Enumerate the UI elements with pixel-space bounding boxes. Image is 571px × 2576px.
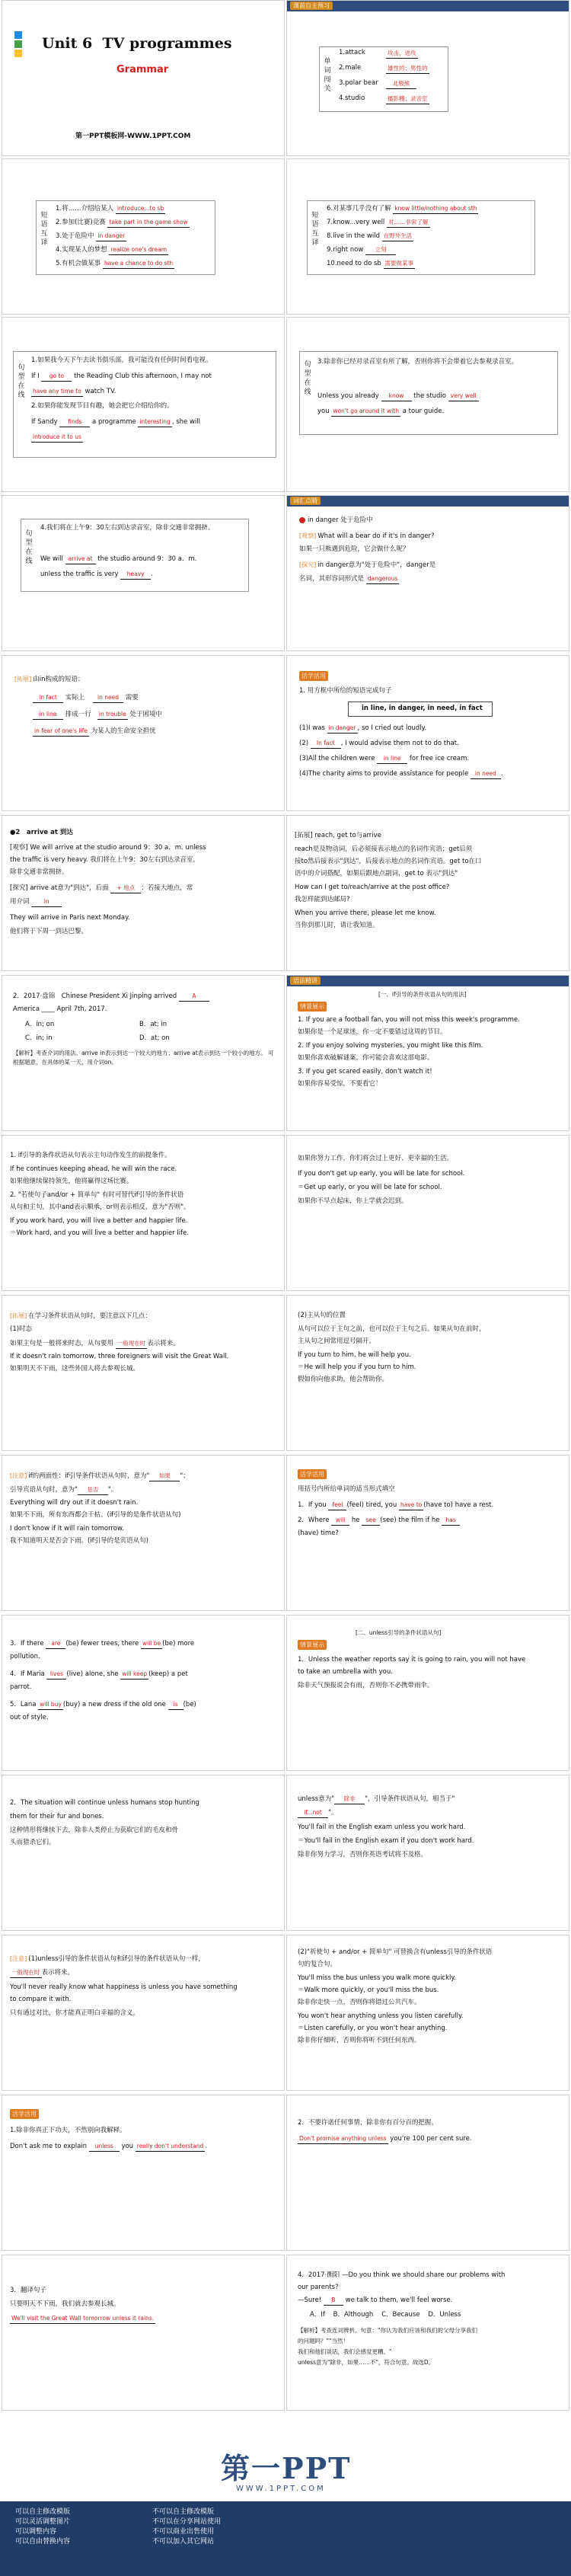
phrase-answer: take part in the game show bbox=[107, 217, 189, 228]
footer-bar bbox=[0, 2501, 571, 2576]
slide-if-position: (2)主从句的位置 从句可以位于主句之前，也可以位于主句之后。如果从句在前时， 主从句之间常用逗号隔开。 If you turn to him, he will help you. ＝He will help you if you turn to him. 假如你向他求助，他会帮助你。 bbox=[286, 1295, 569, 1451]
section-label: 单词闯关 bbox=[324, 58, 331, 93]
slide-mcq-1: 2．2017·盘锦 Chinese President Xi Jinping arrived A America ____ April 7th, 2017. A．in; on B．at; in C．in; in D．at; on 【解析】考查介词的用法。arrive in表示到达一个较大的地方；arrive at表示到达一个较小的地方。 可根据题意，在具体的某一天，用介词on。 bbox=[2, 975, 285, 1131]
phrase-answer: realize one's dream bbox=[109, 244, 168, 255]
section-label: 句型在线 bbox=[25, 530, 33, 565]
slide-sentences-3: 句型在线 4.我们将在上午9：30左右到达录音室，除非交通非常拥挤。 We will arrive at the studio around 9：30 a．m. unless the traffic is very heavy . bbox=[2, 495, 285, 651]
slide-grammar-if: 语法精讲 [一、if引导的条件状语从句的用法] 情景展示 1. If you are a football fan, you will not miss this week's programme. 如果你是一个足球迷，你一定不要错过这周的节目。 2. If you enjoy solving mysteries, you might like this film. 如果你喜欢破解谜案，你可能会喜欢这部电影。 3. If you get scared easily, don't watch it! 如果你容易受惊，不要看它！ bbox=[286, 975, 569, 1131]
phrase-item: 6.对某事几乎没有了解 bbox=[327, 205, 391, 213]
sentence-cn: 1.如果我今天下午去读书俱乐部，我可能没有任何时间看电视。 bbox=[31, 356, 212, 364]
square-decoration-blue bbox=[14, 31, 22, 39]
slide-if-examples: 如果你努力工作，你们将会过上更好、更幸福的生活。 If you don't get up early, you will be late for school. ＝Get up early, or you will be late for school. 如果你不早点起床，你上学就会迟到。 bbox=[286, 1135, 569, 1291]
instruction: 1. 用方框中所给的短语完成句子 bbox=[299, 687, 392, 695]
vocab-item: 3.polar bear bbox=[339, 79, 378, 87]
slide-arrive-at: ●2 arrive at 到达 [观察] We will arrive at the studio around 9：30 a．m. unless the traffic is very heavy. 我们将在上午9：30左右到达录音室， 除非交通非常拥挤。 [探究] arrive at意为"到达"，后面 + 地点 ；若接大地点，常 用介词 in They will arrive in Paris next Monday. 他们将于下周一到达巴黎。 bbox=[2, 815, 285, 971]
slide-exercise-5: 2．不要许诺任何事情，除非你有百分百的把握。 Don't promise anything unless you're 100 per cent sure. bbox=[286, 2095, 569, 2251]
slide-exercise-1: 活学活用 1. 用方框中所给的短语完成句子 in line, in danger, in need, in fact (1)I was in danger , so I cried out loudly. (2) In fact , I would advise them not to do that. (3)All the children were in line for free ice cream. (4)The charity aims to provide assistance for people in need . bbox=[286, 655, 569, 811]
answer: introduce it to us bbox=[31, 432, 83, 443]
slide-if-tense: [拓展] 在学习条件状语从句时，要注意以下几点： (1)时态 如果主句是一般将来时态，从句要用 一般现在时 表示将来。 If it doesn't rain tomorrow, three foreigners will visit the Great Wall. 如果明天不下雨，这些外国人将去参观长城。 bbox=[2, 1295, 285, 1451]
answer: interesting bbox=[138, 417, 171, 427]
phrase-answer: know little/nothing about sth bbox=[393, 203, 478, 214]
square-decoration-yellow bbox=[14, 50, 22, 57]
slide-in-danger: 词汇点睛 in danger 处于危险中 [观察] What will a bear do if it's in danger? 如果一只熊遇到危险，它会做什么呢？ [探究] in danger意为"处于危险中"，danger是 名词，其形容词形式是 dangerous bbox=[286, 495, 569, 651]
phrase-item: 3.处于危险中 bbox=[56, 232, 94, 240]
header-bar: 语法精讲 bbox=[287, 976, 569, 986]
vocab-answer: 攻击，进攻 bbox=[386, 48, 418, 59]
slide-phrases-1 bbox=[2, 158, 285, 315]
answer: go to bbox=[41, 371, 72, 382]
answer: finds bbox=[59, 417, 90, 427]
answer: very well bbox=[448, 391, 479, 401]
answer: heavy bbox=[120, 569, 151, 580]
phrase-answer: 立刻 bbox=[365, 244, 396, 255]
phrase-answer: 在野外生活 bbox=[382, 231, 414, 241]
slide-reach-get-to: [拓展] reach, get to与arrive reach是及物动词，后必须接表示地点的名词作宾语；get后须 接to然后接表示"到达"，后接表示地点的名词作宾语。get to在口 语中的介词搭配，如果后跟地点副词，get to 表示"到达" How can I get to/reach/arrive at the post office? 我怎样能到达邮局? When you arrive there, please let me know. 当你到那儿时，请让我知道。 bbox=[286, 815, 569, 971]
answer: arrive at bbox=[65, 554, 96, 564]
phrase-item: 8.live in the wild bbox=[327, 232, 380, 240]
phrase-answer: 需要做某事 bbox=[384, 258, 416, 269]
section-label: 短语互译 bbox=[40, 212, 48, 247]
phrase-item: 7.know...very well bbox=[327, 219, 385, 226]
footer-col-allowed: 可以自主修改模版 可以灵活调整图片 可以调整内容 可以自由替换内容 bbox=[15, 2508, 71, 2546]
slide-unless-imperative: (2)"祈使句 + and/or + 简单句" 可替换含有unless引导的条件状语 句的复合句。 You'll miss the bus unless you walk more quickly. ＝Walk more quickly, or you'll miss the bus. 除非你走快一点，否则你将错过公共汽车。 You won't hear anything unless you listen carefully. ＝Listen carefully, or you won't hear anything. 除非你仔细听，否则你将听不到任何东西。 bbox=[286, 1935, 569, 2091]
slide-exercise-3: 3．If there are (be) fewer trees, there will be (be) more pollution. 4．If Maria lives (live) alone, she will keep (keep) a pet parrot. 5．Lana will buy (buy) a new dress if the old one is (be) out of style. bbox=[2, 1615, 285, 1771]
slide-exercise-2: 活学活用 用括号内所给单词的适当形式填空 1．If you feel (feel) tired, you have to (have to) have a rest. 2．Where will he see (see) the film if he has (have) time? bbox=[286, 1455, 569, 1611]
slide-sentences-1: 句型在线 1.如果我今天下午去读书俱乐部，我可能没有任何时间看电视。 If I go to the Reading Club this afternoon, I may not have any time to watch TV. 2.如果你能发现节目有趣，她会把它介绍给你的。 If Sandy finds a programme interesting , she will introduce it to us bbox=[2, 317, 285, 492]
header-bar: 课前自主预习 bbox=[287, 1, 569, 11]
phrase-answer: in danger bbox=[96, 231, 126, 241]
unit-title: Unit 6 TV programmes bbox=[42, 35, 232, 52]
ppt-url: WWW.1PPT.COM bbox=[236, 2485, 326, 2493]
vocab-answer: 北极熊 bbox=[386, 78, 416, 89]
phrase-item: 5.有机会做某事 bbox=[56, 260, 101, 267]
answer: dangerous bbox=[366, 574, 400, 584]
sentence-cn: 2.如果你能发现节目有趣，她会把它介绍给你的。 bbox=[31, 402, 174, 410]
section-label: 句型在线 bbox=[18, 364, 25, 399]
phrase-answer: 对……非常了解 bbox=[387, 217, 430, 228]
square-decoration-green bbox=[14, 40, 22, 48]
phrase-answer: have a chance to do sth bbox=[103, 258, 174, 269]
section-label: 句型在线 bbox=[304, 361, 311, 396]
slide-exercise-4: 活学活用 1.除非你真正下功夫，不然别向我解释。 Don't ask me to explain unless you really don't understand . bbox=[2, 2095, 285, 2251]
phrase-item: 1.将……介绍给某人 bbox=[56, 205, 114, 213]
phrase-item: 10.need to do sb bbox=[327, 260, 381, 267]
subtitle: Grammar bbox=[116, 64, 169, 75]
vocab-answer: 播影棚；录音室 bbox=[386, 94, 429, 104]
phrase-answer: introduce...to sb bbox=[116, 203, 165, 214]
phrase-item: 2.参加(比赛)竞赛 bbox=[56, 219, 106, 226]
slide-unless-note: [注意] (1)unless引导的条件状语从句和if引导的条件状语从句一样， 一般现在时 表示将来。 You'll never really know what happiness is unless you have something to compare it with. 只有通过对比，你才能真正明白幸福的含义。 bbox=[2, 1935, 285, 2091]
slide-sentences-2: 句型在线 3.除非你已经对录音室有所了解，否则你将不会带着它去参观录音室。 Unless you already know the studio very well you won't go around it with a tour guide. bbox=[286, 317, 569, 492]
vocab-item: 2.male bbox=[339, 64, 362, 72]
answer: won't go around it with bbox=[331, 406, 400, 417]
slide-unless-example: 2．The situation will continue unless humans stop hunting them for their fur and bones. 这种情形将继续下去，除非人类停止为获取它们的毛皮和骨 头而猎杀它们。 bbox=[2, 1775, 285, 1931]
ppt-logo: 第一PPT bbox=[221, 2451, 352, 2485]
translation: 如果一只熊遇到危险，它会做什么呢？ bbox=[299, 545, 410, 553]
slide-exercise-6: 3．翻译句子 只要明天不下雨，我们就去参观长城。 We'll visit the Great Wall tomorrow unless it rains. bbox=[2, 2255, 285, 2411]
vocab-item: 4.studio bbox=[339, 94, 365, 102]
phrase-item: 4.实现某人的梦想 bbox=[56, 246, 107, 254]
slide-title bbox=[2, 0, 285, 156]
slide-if-explain: 1. if引导的条件状语从句表示主句动作发生的前提条件。 If he continues keeping ahead, he will win the race. 如果他继续保持领先，他将赢得这场比赛。 2. "若使句子and/or + 简单句" 有时可替代if引导的条件状语 从句和主句，其中and表示顺承，or则表示相反，意为"否则"。 If you work hard, you will live a better and happier life. ＝Work hard, and you will live a better and happier life. bbox=[2, 1135, 285, 1291]
site-label: 第一PPT模板网-WWW.1PPT.COM bbox=[75, 133, 191, 140]
slide-phrases-2 bbox=[286, 158, 569, 315]
answer: have any time to bbox=[31, 386, 83, 397]
slide-if-two-sides: [注意] if的两面性：if引导条件状语从句时，意为" 如果 "； 引导宾语从句时，意为" 是否 "。 Everything will dry out if it doesn't rain. 如果不下雨，所有东西都会干枯。(if引导的是条件状语从句) I don't know if it will rain tomorrow. 我不知道明天是否会下雨。(if引导的是宾语从句) bbox=[2, 1455, 285, 1611]
vocab-item: 1.attack bbox=[339, 49, 365, 56]
slide-in-phrases: [拓展] 由in构成的短语： in fact 实际上 in need 需要 in line 排成一行 in trouble 处于困境中 in fear of one's life 为某人的生命安全担忧 bbox=[2, 655, 285, 811]
section-label: 短语互译 bbox=[311, 212, 319, 247]
slide-unless: [二、unless引导的条件状语从句] 情景展示 1．Unless the weather reports say it is going to rain, you will not have to take an umbrella with you. 除非天气预报说会有雨，否则你不必携带雨伞。 bbox=[286, 1615, 569, 1771]
bullet-icon bbox=[299, 517, 305, 523]
footer-col-forbidden: 不可以自主修改模版 不可以在分享网站使用 不可以商业出售使用 不可以加入其它网站 bbox=[152, 2508, 222, 2546]
slide-mcq-2: 4．2017·衡阳 —Do you think we should share our problems with our parents? —Sure! B we talk to them, we'll feel worse. A．If B．Although C．Because D．Unless 【解析】考查连词辨析。句意："你认为我们应该和我们的父母分享我们 的问题吗？""当然！ 我们和他们谈话，我们会感觉更糟。" unless意为"除非，如果……不"，符合句意。故选D。 bbox=[286, 2255, 569, 2411]
slide-unless-explain: unless意为" 除非 "，引导条件状语从句，相当于" if...not "。 You'll fail in the English exam unless you work hard. ＝You'll fail in the English exam if you don't work hard. 除非你努力学习，否则你英语考试将不及格。 bbox=[286, 1775, 569, 1931]
header-bar: 词汇点睛 bbox=[287, 496, 569, 507]
vocab-answer: 雄性的；男性的 bbox=[386, 63, 429, 74]
sentence-cn: 4.我们将在上午9：30左右到达录音室，除非交通非常拥挤。 bbox=[40, 524, 215, 532]
slide-vocab bbox=[286, 0, 569, 156]
phrase-item: 9.right now bbox=[327, 246, 364, 254]
answer: know bbox=[381, 391, 412, 401]
sentence-cn: 3.除非你已经对录音室有所了解，否则你将不会带着它去参观录音室。 bbox=[317, 358, 518, 366]
point-title: in danger 处于危险中 bbox=[308, 516, 373, 524]
